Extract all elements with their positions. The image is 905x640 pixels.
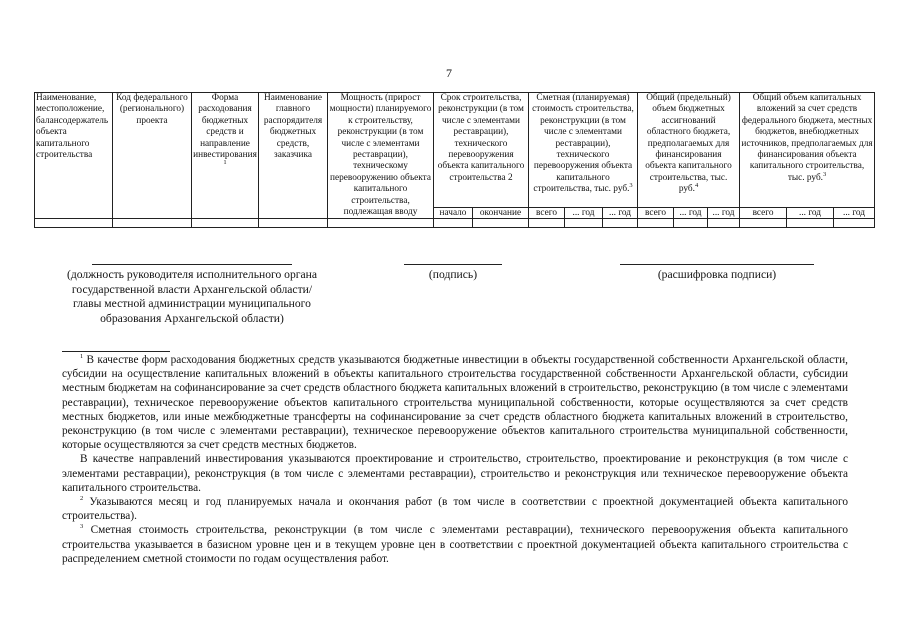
signature-caption: (подпись): [428, 268, 478, 281]
col-object-name: Наименование, местоположение, балансодержатель объекта капитального строительства: [35, 93, 113, 219]
subcol-total: всего: [740, 208, 787, 219]
name-caption: (расшифровка подписи): [657, 268, 777, 281]
subcol-year: ... год: [603, 208, 638, 219]
subcol-year: ... год: [834, 208, 875, 219]
position-caption: (должность руководителя исполнительного органа государственной власти Архангельской области/главы местной администрации муниципального образования Архангельской области): [66, 268, 318, 325]
footnote-divider: [62, 351, 170, 352]
subcol-year: ... год: [674, 208, 708, 219]
col-spending-form: Форма расходования бюджетных средств и направление инвестирования $^1$: [192, 93, 259, 219]
subcol-start: начало: [434, 208, 473, 219]
col-estimated-cost: Сметная (планируемая) стоимость строительства, реконструкции (в том числе с элементами реставрации), технического перевооружения объекта капитального строительства, тыс. руб.$^3$: [529, 93, 638, 208]
col-project-code: Код федерального (регионального) проекта: [113, 93, 192, 219]
col-total-budget-allocations: Общий (предельный) объем бюджетных ассигнований областного бюджета, предполагаемых для финансирования объекта капитального строительства, тыс. руб.$^4$: [638, 93, 740, 208]
subcol-total: всего: [638, 208, 674, 219]
footnote-3: $^3$ Сметная стоимость строительства, реконструкции (в том числе с элементами реставрации), технического перевооружения объекта капитального строительства указывается в базисном уровне цен и в текущем уровне цен в соответствии с проектной документацией объекта капитального строительства с распределением сметной стоимости по годам осуществления работ.: [62, 523, 848, 565]
header-row: [35, 93, 875, 208]
page-number: 7: [446, 66, 452, 80]
subcol-end: окончание: [473, 208, 529, 219]
col-administrator: Наименование главного распорядителя бюджетных средств, заказчика: [259, 93, 328, 219]
footnote-1-continuation: В качестве направлений инвестирования указываются проектирование и строительство, строительство, проектирование и реконструкция (в том числе с элементами реставрации), реконструкция (в том числе с элементами реставрации), строительство и реконструкция или техническое перевооружение объекта капитального строительства.: [62, 453, 848, 494]
col-capacity: Мощность (прирост мощности) планируемого к строительству, реконструкции (в том числе с элементами реставрации), техническому перевооружению объекта капитального строительства, подлежащая вводу: [328, 93, 434, 219]
capital-construction-table: [34, 92, 875, 228]
subcol-total: всего: [529, 208, 565, 219]
footnotes: [62, 353, 848, 566]
subcol-year: ... год: [708, 208, 740, 219]
col-total-capital-investment: Общий объем капитальных вложений за счет средств федерального бюджета, местных бюджетов, внебюджетных источников, предполагаемых для финансирования объекта капитального строительства, тыс. руб.$^3$: [740, 93, 875, 208]
subcol-year: ... год: [565, 208, 603, 219]
signature-line: [404, 264, 502, 265]
name-signature-line: [620, 264, 814, 265]
empty-data-row: [35, 219, 875, 228]
footnote-2: $^2$ Указываются месяц и год планируемых начала и окончания работ (в том числе в соответствии с проектной документацией объекта капитального строительства).: [62, 495, 849, 523]
subcol-year: ... год: [787, 208, 834, 219]
footnote-1: $^1$ В качестве форм расходования бюджетных средств указываются бюджетные инвестиции в объекты государственной собственности Архангельской области, субсидии на осуществление капитальных вложений в объекты капитального строительства государственной собственности Архангельской области, субсидии местным бюджетам на софинансирование за счет средств областного бюджета капитальных вложений в строительство, реконструкцию (в том числе с элементами реставрации), техническое перевооружение объектов капитального строительства муниципальной собственности, которые осуществляются за счет средств местных бюджетов, или иные межбюджетные трансферты на софинансирование за счет средств областного бюджета капитальных вложений в строительство, реконструкцию (в том числе с элементами реставрации), техническое перевооружение объектов капитального строительства муниципальной собственности, которые осуществляются за счет средств местных бюджетов.: [62, 353, 848, 452]
position-signature-line: [92, 264, 292, 265]
col-construction-period: Срок строительства, реконструкции (в том числе с элементами реставрации), технического перевооружения объекта капитального строительства 2: [434, 93, 529, 208]
